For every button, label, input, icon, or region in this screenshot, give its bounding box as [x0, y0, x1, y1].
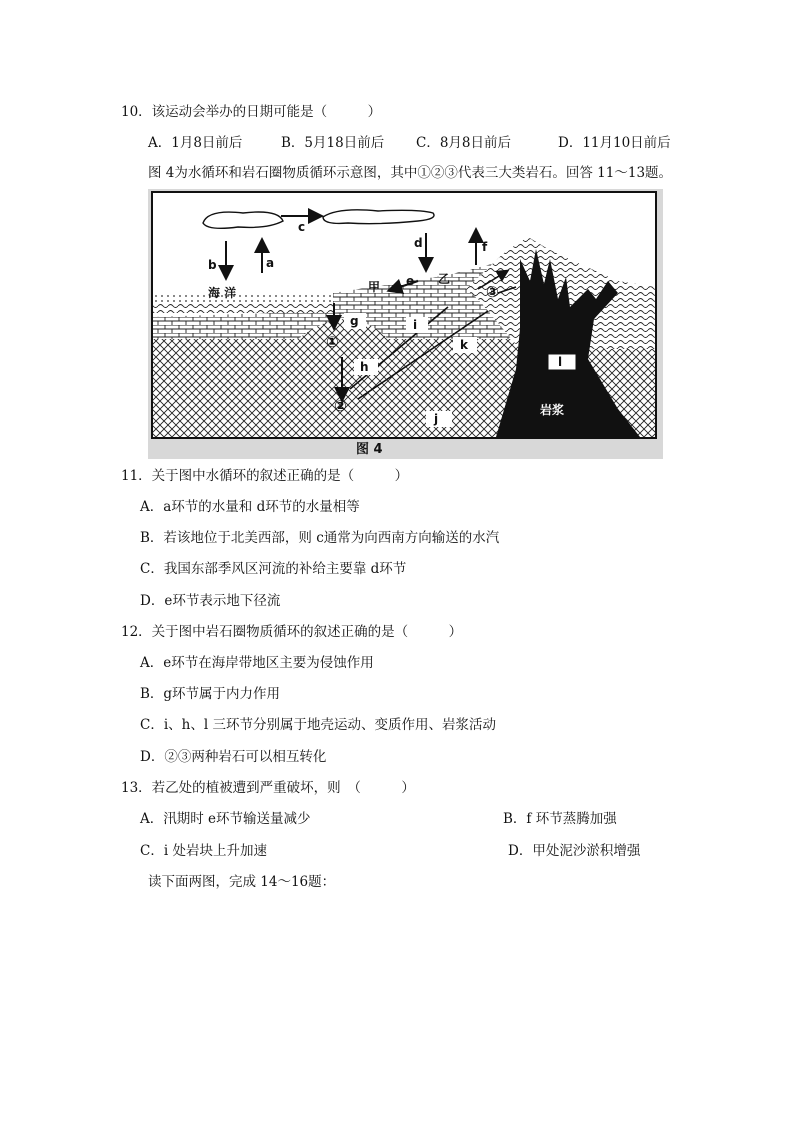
label-l: l: [558, 355, 563, 369]
label-rock-3: ③: [486, 283, 499, 301]
label-f: f: [482, 240, 488, 254]
label-yi: 乙: [438, 272, 451, 286]
next-section-intro: 读下面两图，完成 14～16题：: [148, 874, 336, 890]
sea-sediment-waves: [153, 303, 338, 313]
q11-option-c: C．我国东部季风区河流的补给主要靠 d环节: [140, 561, 407, 577]
label-e: e: [406, 274, 415, 288]
q10-option-a: A．1月8日前后: [148, 135, 243, 151]
figure-caption: 图 4: [356, 442, 383, 457]
label-rock-2: ②: [334, 397, 347, 415]
label-i: i: [413, 318, 418, 332]
label-magma: 岩浆: [540, 403, 565, 417]
q11-option-a: A．a环节的水量和 d环节的水量相等: [140, 499, 360, 515]
q12-option-d: D．②③两种岩石可以相互转化: [140, 749, 327, 765]
q13-option-c: C．i 处岩块上升加速: [140, 843, 267, 859]
figure-intro: 图 4为水循环和岩石圈物质循环示意图，其中①②③代表三大类岩石。回答 11～13题。: [148, 165, 673, 181]
q11-option-b: B．若该地位于北美西部，则 c通常为向西南方向输送的水汽: [140, 530, 500, 546]
label-d: d: [414, 236, 423, 250]
label-k: k: [460, 338, 468, 352]
q13-option-d: D．甲处泥沙淤积增强: [508, 843, 641, 859]
label-h: h: [360, 360, 369, 374]
label-ocean: 海 洋: [208, 286, 237, 300]
cloud-right: [323, 210, 434, 224]
label-a: a: [266, 256, 275, 270]
q10-option-c: C．8月8日前后: [416, 135, 512, 151]
label-j: j: [434, 412, 439, 426]
question-11-stem: 11．关于图中水循环的叙述正确的是（ ）: [121, 468, 409, 484]
cloud-left: [203, 212, 283, 228]
question-12-stem: 12．关于图中岩石圈物质循环的叙述正确的是（ ）: [121, 624, 463, 640]
q12-option-a: A．e环节在海岸带地区主要为侵蚀作用: [140, 655, 374, 671]
q12-option-b: B．g环节属于内力作用: [140, 686, 281, 702]
question-10-stem: 10．该运动会举办的日期可能是（ ）: [121, 104, 382, 120]
label-jia: 甲: [368, 280, 381, 294]
q12-option-c: C．i、h、l 三环节分别属于地壳运动、变质作用、岩浆活动: [140, 717, 496, 733]
water-rock-cycle-diagram: [148, 189, 663, 459]
label-b: b: [208, 258, 217, 272]
q13-option-a: A．汛期时 e环节输送量减少: [140, 811, 311, 827]
q10-option-d: D．11月10日前后: [558, 135, 671, 151]
label-rock-1: ①: [326, 333, 339, 351]
q11-option-d: D．e环节表示地下径流: [140, 593, 281, 609]
q10-option-b: B．5月18日前后: [281, 135, 385, 151]
q13-option-b: B．f 环节蒸腾加强: [503, 811, 617, 827]
label-g: g: [350, 314, 359, 328]
label-c: c: [298, 220, 306, 234]
question-13-stem: 13．若乙处的植被遭到严重破坏，则 （ ）: [121, 780, 415, 796]
sea-sediment-dots: [153, 293, 333, 303]
